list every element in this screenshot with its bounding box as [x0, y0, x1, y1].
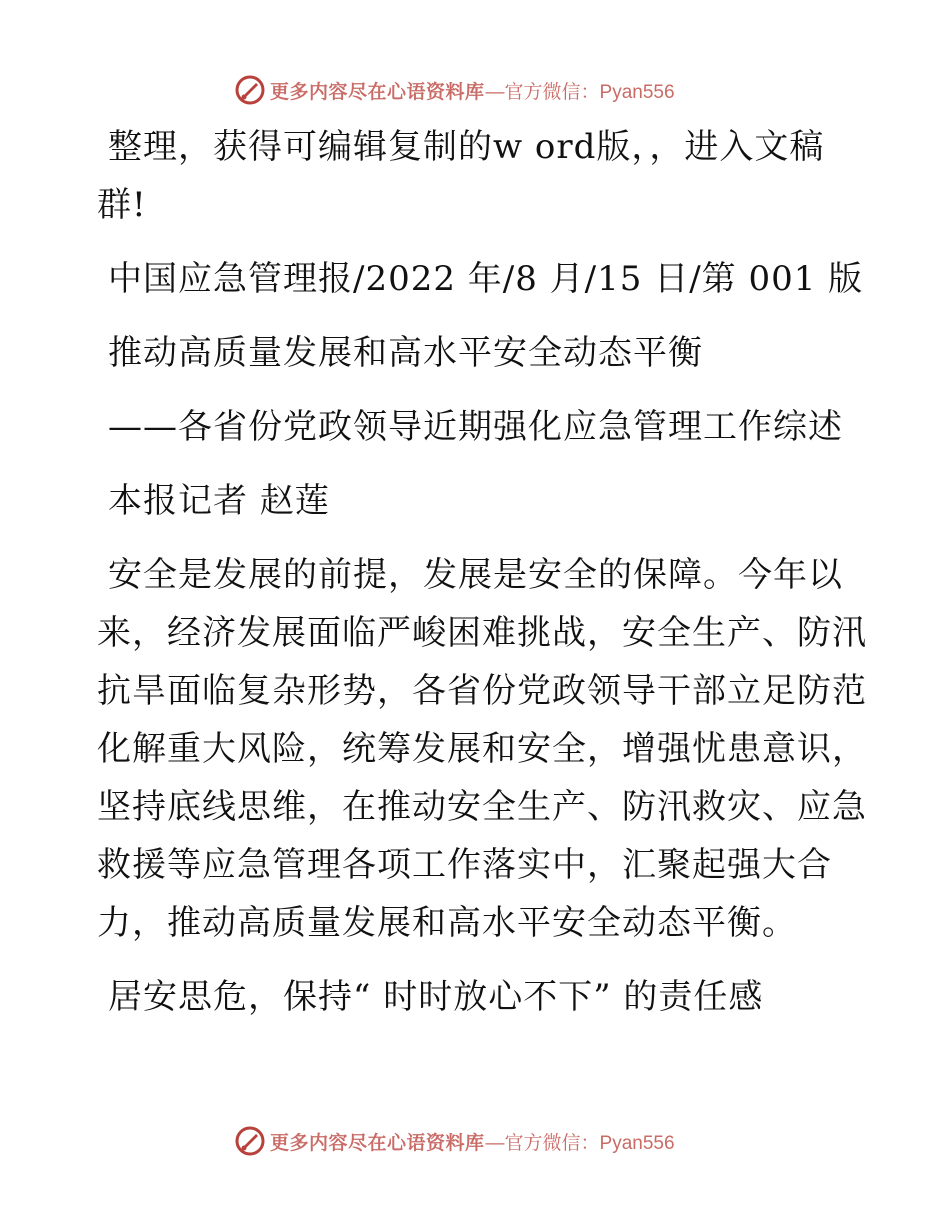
- body-line: 安全是发展的前提，发展是安全的保障。今年以: [108, 555, 843, 595]
- watermark-brand-text: 更多内容尽在心语资料库: [270, 1131, 485, 1154]
- watermark-brand-text: 更多内容尽在心语资料库: [270, 80, 485, 103]
- brush-seal-logo-icon: [234, 74, 266, 106]
- watermark-wechat-text: —官方微信：Pyan556: [485, 1132, 675, 1154]
- source-line: 中国应急管理报/2022 年/8 月/15 日/第 001 版: [108, 259, 864, 299]
- footer-watermark: [234, 1124, 675, 1158]
- body-line: 救援等应急管理各项工作落实中，汇聚起强大合: [97, 845, 832, 885]
- intro-line: 群!: [97, 185, 147, 225]
- intro-line: 整理，获得可编辑复制的w ord版，，进入文稿: [108, 127, 825, 167]
- body-line: 来，经济发展面临严峻困难挑战，安全生产、防汛: [97, 613, 867, 653]
- body-line: 抗旱面临复杂形势，各省份党政领导干部立足防范: [97, 671, 867, 711]
- brush-seal-logo-icon: [234, 1125, 266, 1157]
- watermark-wechat-text: —官方微信：Pyan556: [485, 81, 675, 103]
- article-title: 推动高质量发展和高水平安全动态平衡: [108, 333, 703, 373]
- body-line: 力，推动高质量发展和高水平安全动态平衡。: [97, 903, 797, 943]
- body-line: 化解重大风险，统筹发展和安全，增强忧患意识，: [97, 729, 867, 769]
- article-subtitle: ——各省份党政领导近期强化应急管理工作综述: [108, 407, 843, 447]
- byline: 本报记者 赵莲: [108, 481, 330, 521]
- section-heading: 居安思危，保持“ 时时放心不下” 的责任感: [108, 977, 764, 1017]
- body-line: 坚持底线思维，在推动安全生产、防汛救灾、应急: [97, 787, 867, 827]
- header-watermark: [234, 73, 675, 107]
